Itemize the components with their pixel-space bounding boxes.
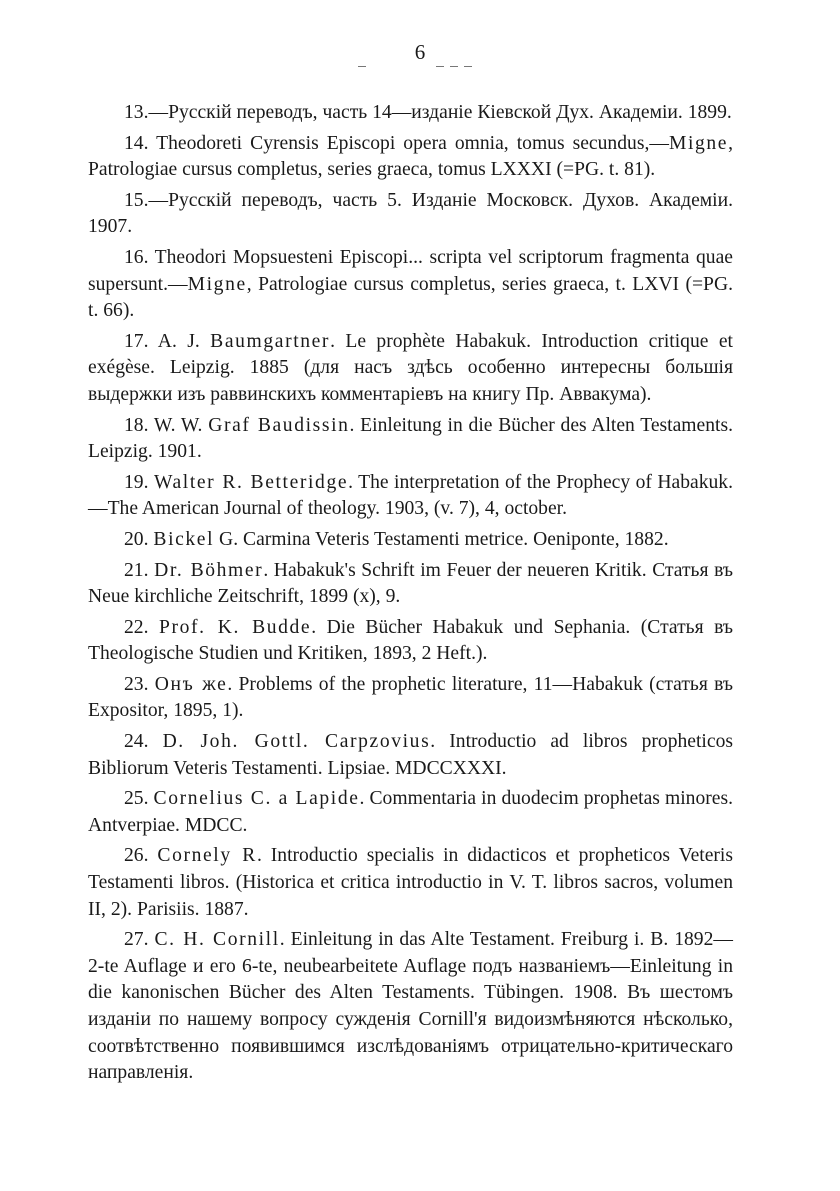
header-marks — [358, 66, 488, 68]
entry-text: . Einleitung in die Bücher des Alten Testaments. Leipzig. 1901. — [88, 414, 733, 463]
entry-text — [149, 617, 160, 638]
entry-number: 27. — [124, 929, 149, 951]
bibliography-entry-15 — [88, 188, 733, 241]
bibliography-entry-17 — [88, 329, 733, 409]
bibliography-entry-22 — [88, 615, 733, 668]
entry-text: G. Carmina Veteris Testamenti metrice. Oeniponte, 1882. — [214, 528, 669, 550]
entry-author: Онъ же — [154, 673, 228, 695]
bibliography-entry-23 — [88, 672, 733, 725]
entry-author: Dr. Böhmer — [154, 559, 264, 581]
entry-text: W. W. — [148, 414, 209, 436]
bibliography-entry-18 — [88, 413, 733, 466]
bibliography-list — [88, 100, 733, 1091]
entry-text: , Patrologiae cursus completus, series graeca, t. LXVI (=PG. t. 66). — [88, 273, 733, 322]
entry-number: 16. — [124, 246, 149, 268]
header-mark — [436, 66, 444, 67]
header-mark — [450, 66, 458, 67]
entry-number: 18. — [124, 414, 149, 436]
entry-author: C. H. Cornill — [154, 929, 280, 951]
entry-text: . Introductio ad libros propheticos Bibliorum Veteris Testamenti. Lipsiae. MDCCXXXI. — [88, 731, 733, 779]
entry-number: 21. — [124, 559, 149, 581]
entry-text: —Русскій переводъ, часть 14—изданіе Кіевской Дух. Академіи. 1899. — [148, 102, 732, 123]
entry-text: Theodoreti Cyrensis Episcopi opera omnia, tomus secundus,— — [148, 132, 669, 154]
entry-text: . Die Bücher Habakuk und Sephania. (Статья въ Theologische Studien und Kritiken, 1893, 2 Heft.). — [88, 616, 734, 665]
entry-number: 15. — [124, 189, 149, 211]
entry-author: Walter R. Betteridge — [153, 471, 349, 493]
entry-author: Bickel — [153, 528, 215, 550]
bibliography-entry-20 — [88, 527, 733, 554]
bibliography-entry-24 — [88, 729, 733, 782]
entry-text: . Problems of the prophetic literature, 11—Habakuk (статья въ Expositor, 1895, 1). — [88, 673, 734, 722]
entry-text: . Habakuk's Schrift im Feuer der neueren Kritik. Статья въ Neue kirchliche Zeitschrift, 1899 (x), 9. — [88, 559, 733, 608]
entry-text: —Русскій переводъ, часть 5. Изданіе Московск. Духов. Академіи. 1907. — [88, 189, 733, 238]
bibliography-entry-16 — [88, 245, 733, 325]
entry-text: . Le prophète Habakuk. Introduction critique et exégèse. Leipzig. 1885 (для насъ здѣсь особенно интересны большія выдержки изъ раввинскихъ комментаріевъ на книгу Пр. Аввакума). — [88, 330, 733, 405]
bibliography-entry-25 — [88, 786, 733, 839]
entry-text: . Commentaria in duodecim prophetas minores. Antverpiae. MDCC. — [88, 788, 733, 836]
bibliography-entry-13 — [88, 100, 733, 127]
entry-number: 19. — [124, 471, 149, 493]
entry-author: Baumgartner — [210, 330, 331, 352]
page-number: 6 — [414, 40, 426, 64]
entry-number: 25. — [124, 788, 149, 810]
entry-text: , Patrologiae cursus completus, series graeca, tomus LXXXI (=PG. t. 81). — [88, 132, 733, 181]
entry-number: 13. — [124, 102, 149, 123]
entry-number: 26. — [124, 845, 149, 867]
entry-text: . Introductio specialis in didacticos et propheticos Veteris Testamenti libros. (Historica et critica introductio in V. T. libros sacros, volumen II, 2). Parisiis. 1887. — [88, 845, 734, 920]
entry-number: 20. — [124, 528, 149, 550]
entry-author: Migne — [187, 273, 247, 295]
entry-author: Migne — [668, 132, 729, 154]
bibliography-entry-19 — [88, 470, 733, 523]
bibliography-entry-27 — [88, 927, 733, 1087]
entry-author: Cornely R — [157, 845, 257, 867]
entry-text: Theodori Mopsuesteni Episcopi... scripta vel scriptorum fragmenta quae supersunt.— — [88, 246, 733, 295]
bibliography-entry-26 — [88, 843, 733, 923]
bibliography-entry-21 — [88, 558, 733, 611]
entry-number: 14. — [124, 132, 149, 154]
entry-author: Graf Baudissin — [208, 414, 350, 436]
entry-text: . The interpretation of the Prophecy of Habakuk.—The American Journal of theology. 1903, (v. 7), 4, october. — [88, 471, 733, 520]
entry-number: 23. — [124, 673, 149, 695]
entry-number: 17. — [124, 330, 149, 352]
entry-number: 22. — [124, 616, 149, 638]
entry-author: D. Joh. Gottl. Carpzovius — [162, 731, 431, 753]
entry-text: . Einleitung in das Alte Testament. Freiburg i. B. 1892—2-te Auflage и его 6-te, neubearbeitete Auflage подъ названіемъ—Einleitung in die kanonischen Bücher des Alten Testaments. Tübingen. 1908. Въ шестомъ изданіи по нашему вопросу сужденія Cornill'я видоизмѣняются нѣсколько, соотвѣтственно появившимся изслѣдованіямъ отрицательно-критическаго направленія. — [88, 929, 733, 1084]
entry-author: Cornelius C. a Lapide — [153, 788, 360, 810]
entry-text — [149, 731, 163, 752]
entry-author: Prof. K. Budde — [159, 616, 312, 638]
header-mark — [358, 66, 366, 67]
header-mark — [464, 66, 472, 67]
entry-number: 24. — [124, 731, 149, 753]
bibliography-entry-14 — [88, 131, 733, 184]
entry-text: A. J. — [148, 330, 211, 352]
